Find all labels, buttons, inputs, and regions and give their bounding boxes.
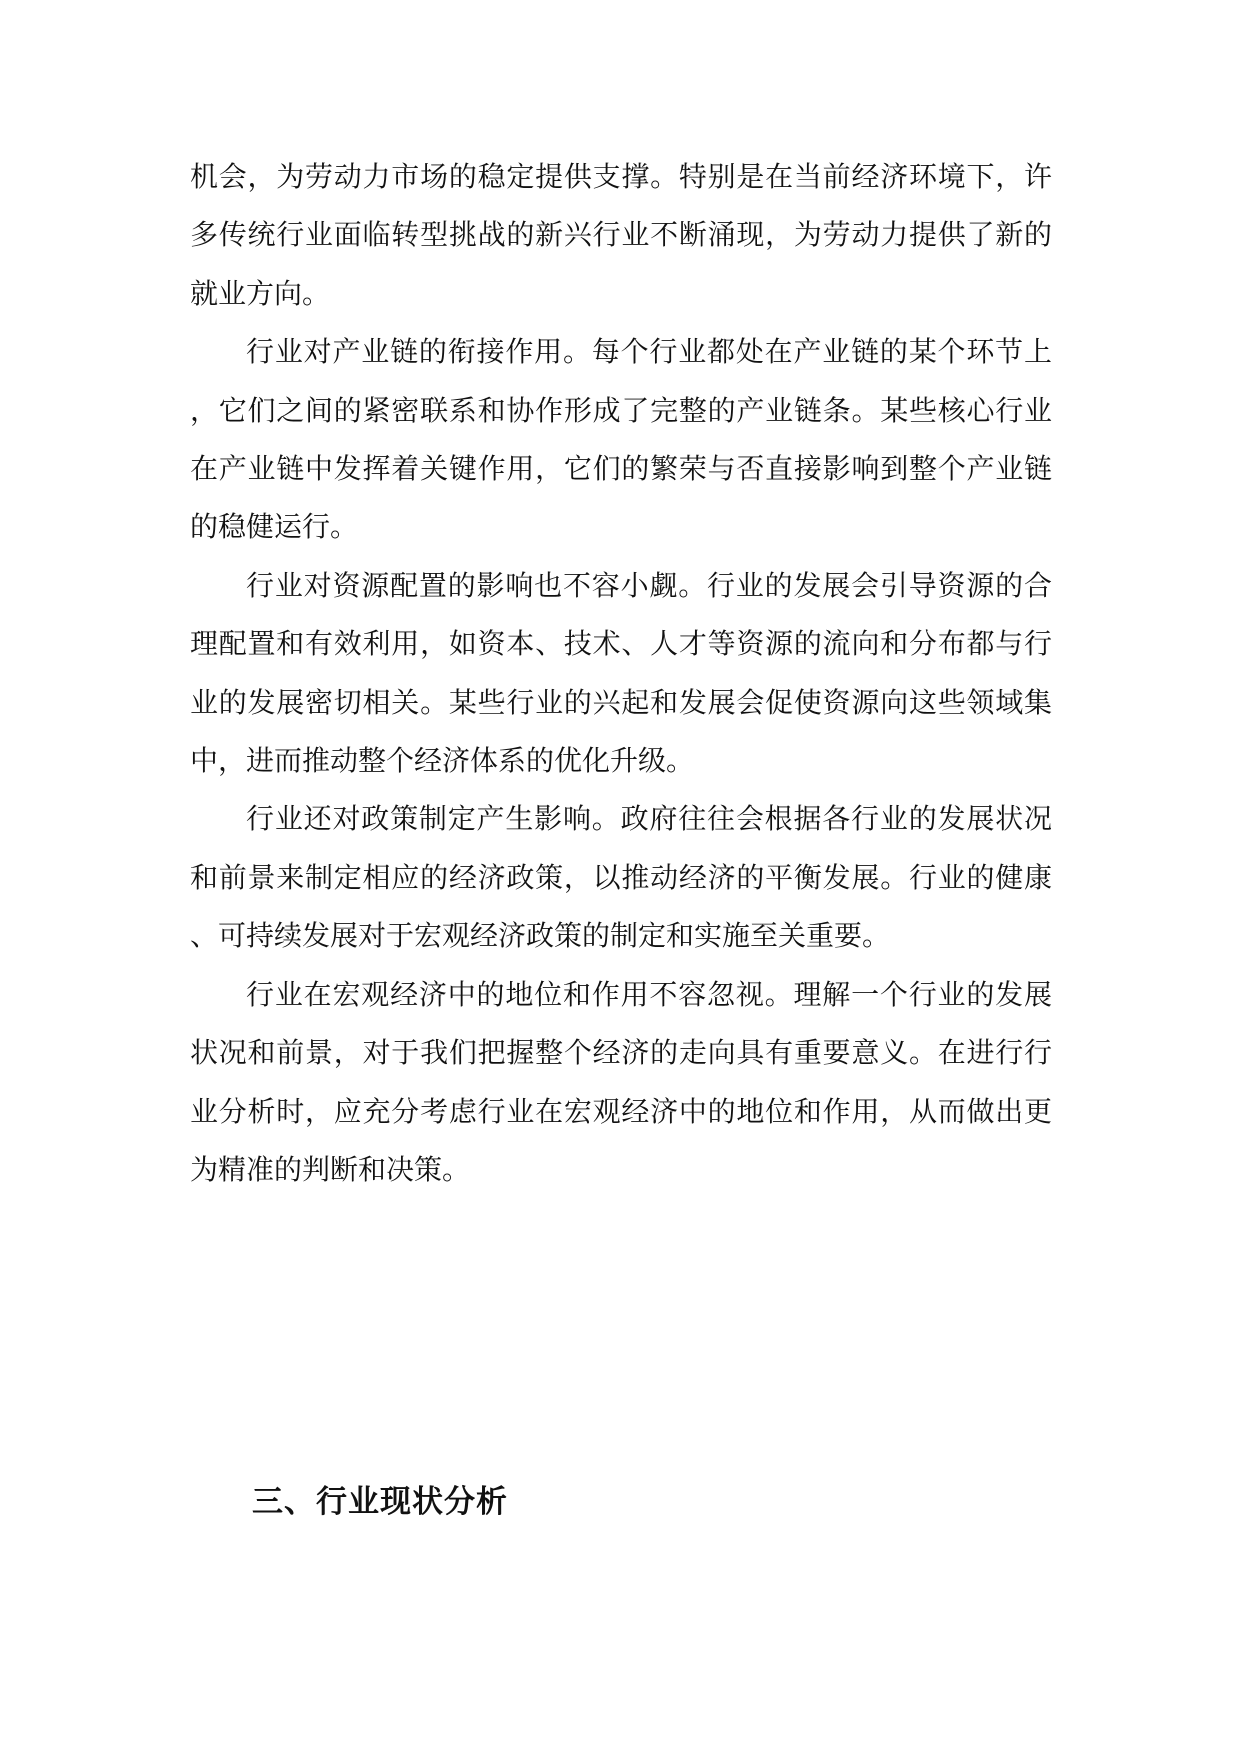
section-heading: 三、行业现状分析 — [252, 1484, 508, 1520]
paragraph-resource-allocation: 行业对资源配置的影响也不容小觑。行业的发展会引导资源的合理配置和有效利用，如资本、技术、人才等资源的流向和分布都与行业的发展密切相关。某些行业的兴起和发展会促使资源向这些领域集中，进而推动整个经济体系的优化升级。 — [190, 568, 1052, 778]
paragraph-industry-chain: 行业对产业链的衔接作用。每个行业都处在产业链的某个环节上，它们之间的紧密联系和协作形成了完整的产业链条。某些核心行业在产业链中发挥着关键作用，它们的繁荣与否直接影响到整个产业链的稳健运行。 — [190, 335, 1052, 544]
paragraph-employment: 机会，为劳动力市场的稳定提供支撑。特别是在当前经济环境下，许多传统行业面临转型挑战的新兴行业不断涌现，为劳动力提供了新的就业方向。 — [190, 160, 1052, 310]
body-text — [190, 148, 1052, 1199]
paragraph-macro-role: 行业在宏观经济中的地位和作用不容忽视。理解一个行业的发展状况和前景，对于我们把握整个经济的走向具有重要意义。在进行行业分析时，应充分考虑行业在宏观经济中的地位和作用，从而做出更为精准的判断和决策。 — [190, 977, 1052, 1186]
paragraph-policy-making: 行业还对政策制定产生影响。政府往往会根据各行业的发展状况和前景来制定相应的经济政策，以推动经济的平衡发展。行业的健康、可持续发展对于宏观经济政策的制定和实施至关重要。 — [190, 802, 1052, 953]
